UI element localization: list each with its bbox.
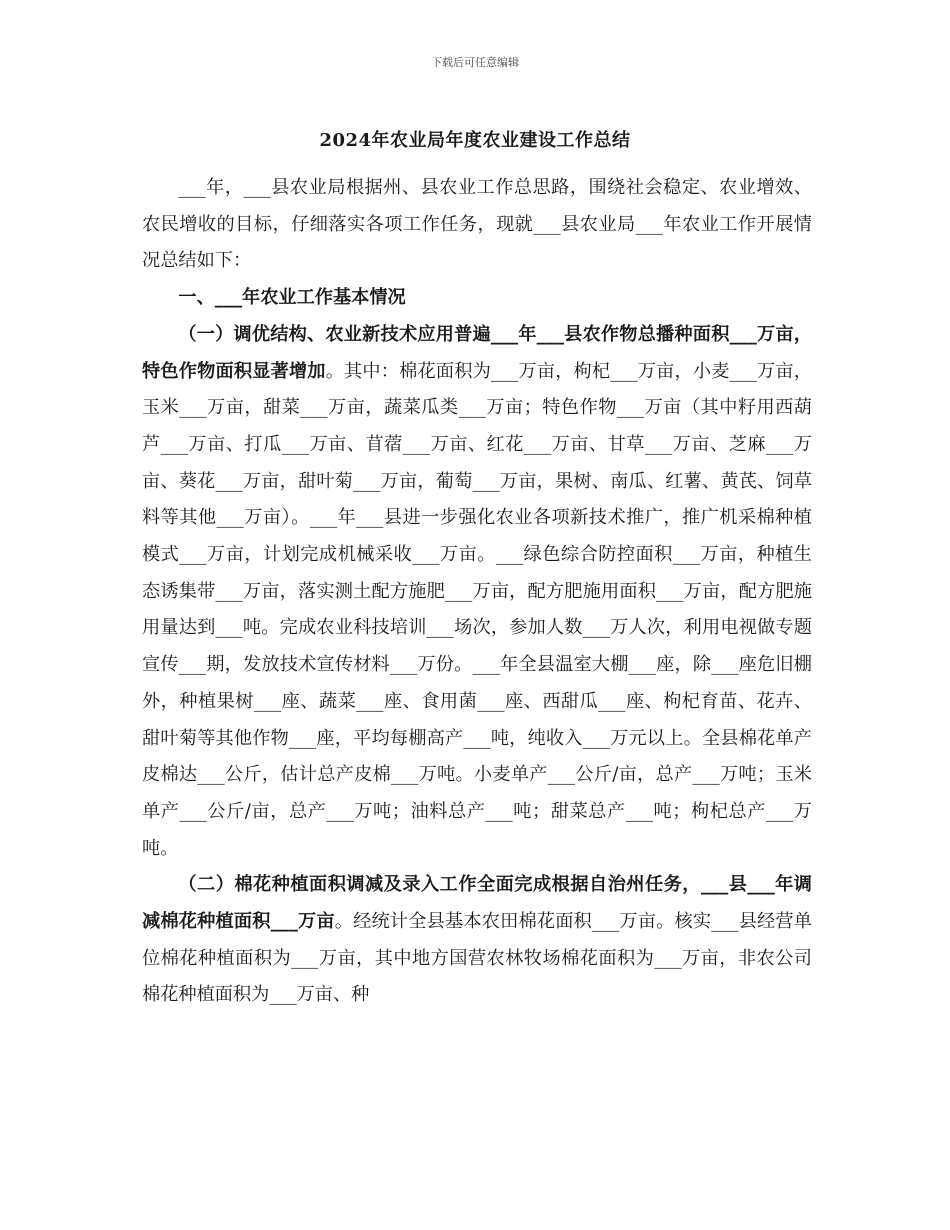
intro-paragraph: ___年，___县农业局根据州、县农业工作总思路，围绕社会稳定、农业增效、农民增收的目标，仔细落实各项工作任务，现就___县农业局___年农业工作开展情况总结如下： [142, 177, 812, 272]
section-heading: 一、___年农业工作基本情况 [178, 287, 406, 309]
subsection-2-heading: （二）棉花种植面积调减及录入工作全面完成根据自治州任务，___县___年调减棉花种植面积___万亩 [142, 874, 812, 933]
document-body [142, 170, 812, 1014]
subsection-1-heading: （一）调优结构、农业新技术应用普遍___年___县农作物总播种面积___万亩，特色作物面积显著增加 [142, 323, 812, 382]
page-title: 2024年农业局年度农业建设工作总结 [319, 130, 631, 151]
subsection-1-text: 。其中：棉花面积为___万亩，枸杞___万亩，小麦___万亩，玉米___万亩，甜菜___万亩，蔬菜瓜类___万亩；特色作物___万亩（其中籽用西葫芦___万亩、打瓜___万亩、苜蓿___万亩、红花___万亩、甘草___万亩、芝麻___万亩、葵花___万亩，甜叶菊___万亩，葡萄___万亩，果树、南瓜、红薯、黄芪、饲草料等其他___万亩）。___年___县进一步强化农业各项新技术推广，推广机采棉种植模式___万亩，计划完成机械采收___万亩。___绿色综合防控面积___万亩，种植生态诱集带___万亩，落实测土配方施肥___万亩，配方肥施用面积___万亩，配方肥施用量达到___吨。完成农业科技培训___场次，参加人数___万人次，利用电视做专题宣传___期，发放技术宣传材料___万份。___年全县温室大棚___座，除___座危旧棚外，种植果树___座、蔬菜___座、食用菌___座、西甜瓜___座、枸杞育苗、花卉、甜叶菊等其他作物___座，平均每棚高产___吨，纯收入___万元以上。全县棉花单产皮棉达___公斤，估计总产皮棉___万吨。小麦单产___公斤/亩，总产___万吨；玉米单产___公斤/亩，总产___万吨；油料总产___吨；甜菜总产___吨；枸杞总产___万吨。 [142, 360, 812, 859]
subsection-2-text: 。经统计全县基本农田棉花面积___万亩。核实___县经营单位棉花种植面积为___万亩，其中地方国营农林牧场棉花面积为___万亩，非农公司棉花种植面积为___万亩、种 [142, 911, 812, 1006]
subsection-1-paragraph [142, 317, 812, 868]
header-note: 下载后可任意编辑 [431, 56, 519, 69]
subsection-2-paragraph [142, 867, 812, 1014]
